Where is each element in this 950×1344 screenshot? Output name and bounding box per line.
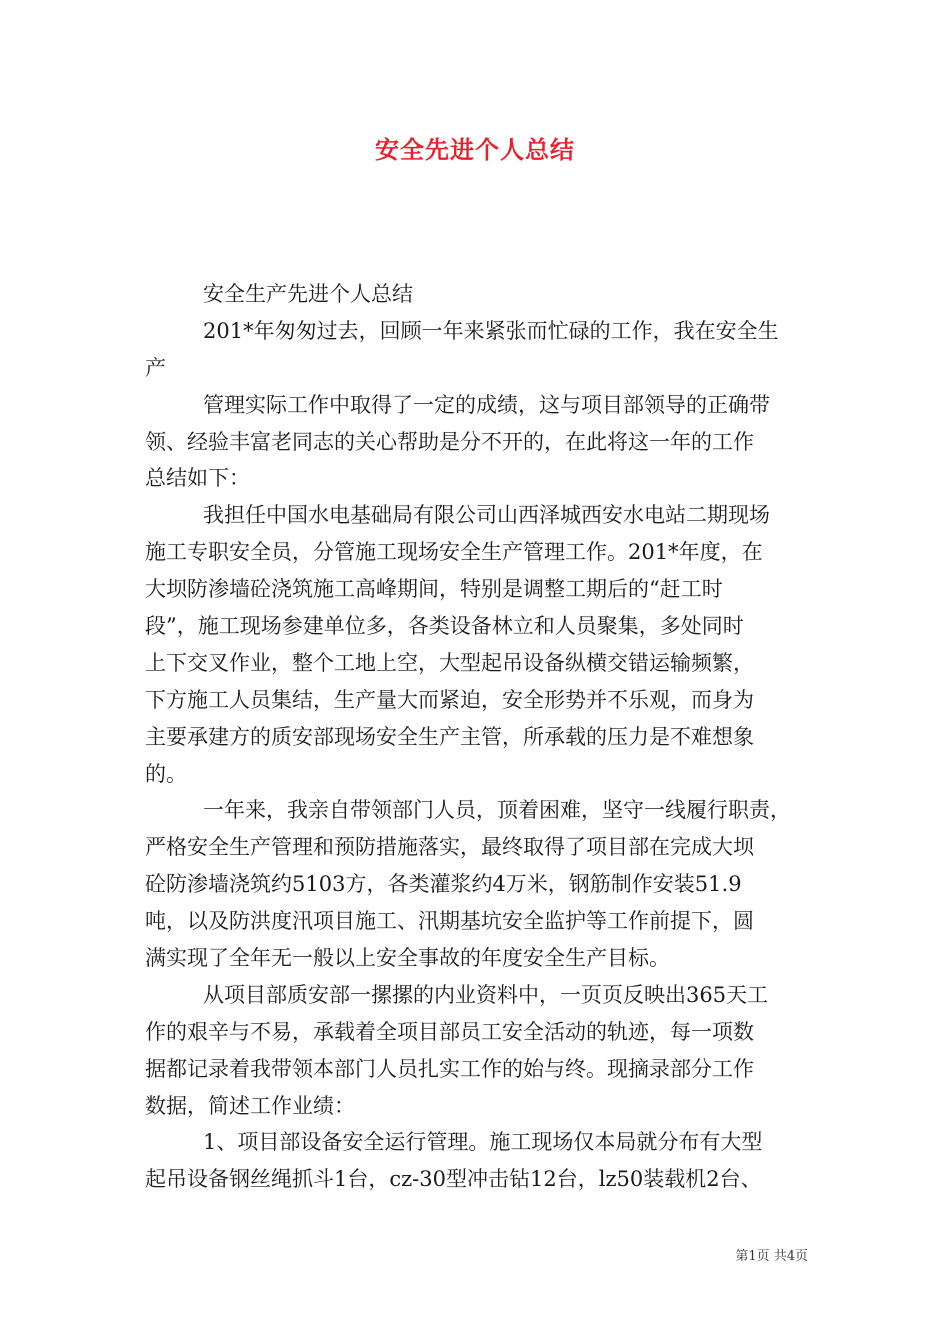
paragraph-line: 1、项目部设备安全运行管理。施工现场仅本局就分布有大型 (203, 1130, 763, 1155)
paragraph-line: 作的艰辛与不易，承载着全项目部员工安全活动的轨迹，每一项数 (145, 1019, 754, 1044)
paragraph-line: 产 (145, 355, 166, 380)
document-title: 安全先进个人总结 (375, 135, 575, 164)
paragraph-line: 的。 (145, 761, 187, 786)
paragraph-line: 201*年匆匆过去，回顾一年来紧张而忙碌的工作，我在安全生 (203, 318, 779, 343)
paragraph-line: 起吊设备钢丝绳抓斗1台，cz-30型冲击钻12台，lz50装载机2台、 (145, 1167, 762, 1192)
paragraph-line: 上下交叉作业，整个工地上空，大型起吊设备纵横交错运输频繁， (145, 650, 754, 675)
paragraph-line: 严格安全生产管理和预防措施落实，最终取得了项目部在完成大坝 (145, 835, 754, 860)
paragraph-line: 从项目部质安部一摞摞的内业资料中，一页页反映出365天工 (203, 982, 769, 1007)
paragraph-line: 满实现了全年无一般以上安全事故的年度安全生产目标。 (145, 946, 670, 971)
paragraph-line: 段”，施工现场参建单位多，各类设备林立和人员聚集，多处同时 (145, 614, 744, 639)
paragraph-line: 主要承建方的质安部现场安全生产主管，所承载的压力是不难想象 (145, 724, 754, 749)
paragraph-line: 吨，以及防洪度汛项目施工、汛期基坑安全监护等工作前提下，圆 (145, 909, 754, 934)
paragraph-line: 数据，简述工作业绩： (145, 1093, 355, 1118)
paragraph-line: 施工专职安全员，分管施工现场安全生产管理工作。201*年度，在 (145, 540, 763, 565)
paragraph-line: 大坝防渗墙砼浇筑施工高峰期间，特别是调整工期后的“赶工时 (145, 577, 723, 602)
page-number: 第1页 共4页 (735, 1249, 808, 1264)
paragraph-line: 我担任中国水电基础局有限公司山西泽城西安水电站二期现场 (203, 503, 770, 528)
paragraph-line: 一年来，我亲自带领部门人员，顶着困难，坚守一线履行职责， (203, 798, 791, 823)
paragraph-line: 领、经验丰富老同志的关心帮助是分不开的，在此将这一年的工作 (145, 429, 754, 454)
paragraph-line: 砼防渗墙浇筑约5103方，各类灌浆约4万米，钢筋制作安装51.9 (145, 872, 742, 897)
paragraph-line: 总结如下： (145, 466, 250, 491)
paragraph-line: 管理实际工作中取得了一定的成绩，这与项目部领导的正确带 (203, 392, 770, 417)
paragraph-line: 安全生产先进个人总结 (203, 282, 413, 306)
document-body (145, 276, 809, 1198)
paragraph-line: 下方施工人员集结，生产量大而紧迫，安全形势并不乐观，而身为 (145, 687, 754, 712)
paragraph-line: 据都记录着我带领本部门人员扎实工作的始与终。现摘录部分工作 (145, 1056, 754, 1081)
